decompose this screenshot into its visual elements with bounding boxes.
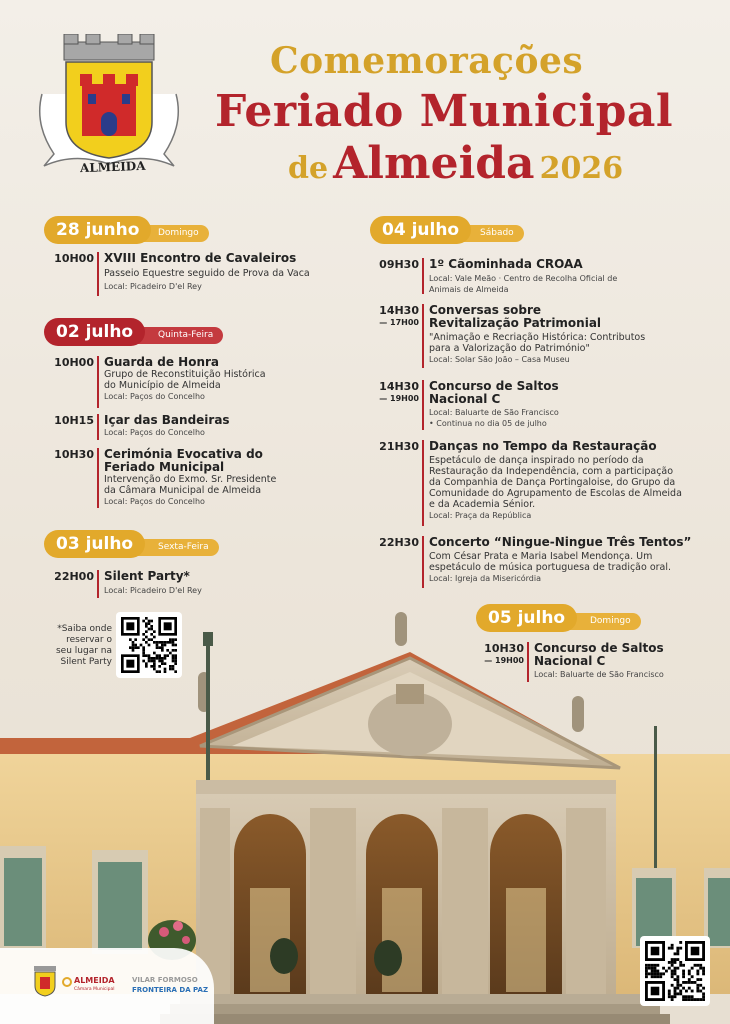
event-title: XVIII Encontro de Cavaleiros bbox=[104, 251, 297, 265]
event-location: Local: Baluarte de São Francisco bbox=[429, 408, 559, 417]
event-title: Revitalização Patrimonial bbox=[429, 316, 602, 330]
event-note: • Continua no dia 05 de julho bbox=[429, 419, 547, 428]
event-time: 10H00 bbox=[54, 252, 94, 265]
event-description: Com César Prata e Maria Isabel Mendonça. Um bbox=[429, 551, 653, 562]
event-description: do Município de Almeida bbox=[104, 380, 221, 391]
event-location: Local: Picadeiro D'el Rey bbox=[104, 586, 202, 595]
event-title: Nacional C bbox=[429, 392, 501, 406]
event-divider bbox=[422, 380, 424, 430]
event-divider bbox=[422, 536, 424, 588]
event-location: Local: Paços do Concelho bbox=[104, 392, 205, 401]
footer-fronteira-paz: FRONTEIRA DA PAZ bbox=[132, 986, 209, 994]
event-description: da Companhia de Dança Portingaloise, do Grupo da bbox=[429, 477, 676, 488]
day-label-02-julho bbox=[44, 318, 224, 346]
event-description: para a Valorização do Património" bbox=[429, 343, 590, 354]
event-divider bbox=[422, 304, 424, 368]
event-location: Local: Paços do Concelho bbox=[104, 497, 205, 506]
event-description: Comunidade do Agrupamento de Escolas de Almeida bbox=[429, 488, 682, 499]
event-time: 14H30 bbox=[379, 304, 419, 317]
event-time: 09H30 bbox=[379, 258, 419, 271]
title-line-3 bbox=[288, 138, 623, 194]
day-date: 05 julho bbox=[476, 604, 577, 632]
event-description: Espetáculo de dança inspirado no período da bbox=[429, 455, 644, 466]
event-description: Intervenção do Exmo. Sr. Presidente bbox=[104, 474, 277, 485]
event-description: Grupo de Reconstituição Histórica bbox=[104, 369, 266, 380]
event-location: Local: Picadeiro D'el Rey bbox=[104, 282, 202, 291]
event-title: Feriado Municipal bbox=[104, 460, 225, 474]
event-time: 10H30 bbox=[484, 642, 524, 655]
title-town: Almeida bbox=[333, 138, 535, 189]
almeida-crest-small-icon bbox=[30, 966, 60, 998]
qr-note-line: reservar o bbox=[66, 635, 112, 645]
day-weekday: Sábado bbox=[456, 225, 524, 242]
footer-logos bbox=[0, 948, 214, 1024]
day-label-03-julho bbox=[44, 530, 224, 558]
event-title: Conversas sobre bbox=[429, 303, 542, 317]
event-description: Restauração da Independência, com a participação bbox=[429, 466, 674, 477]
day-date: 03 julho bbox=[44, 530, 145, 558]
event-description: espetáculo de música portuguesa de tradição oral. bbox=[429, 562, 672, 573]
footer-vilar-formoso: VILAR FORMOSO bbox=[132, 976, 198, 984]
footer-almeida-logo-text: ALMEIDA bbox=[74, 976, 115, 985]
event-time-end: — 19H00 bbox=[484, 656, 524, 665]
day-label-04-julho bbox=[370, 216, 530, 244]
day-date: 04 julho bbox=[370, 216, 471, 244]
event-divider bbox=[97, 448, 99, 508]
event-time: 21H30 bbox=[379, 440, 419, 453]
event-time: 10H00 bbox=[54, 356, 94, 369]
day-weekday: Domingo bbox=[566, 613, 641, 630]
event-time: 14H30 bbox=[379, 380, 419, 393]
event-title: Silent Party* bbox=[104, 569, 190, 583]
event-title: Cerimónia Evocativa do bbox=[104, 447, 263, 461]
day-date: 28 junho bbox=[44, 216, 151, 244]
event-title: Içar das Bandeiras bbox=[104, 413, 230, 427]
event-time: 22H30 bbox=[379, 536, 419, 549]
day-weekday: Sexta-Feira bbox=[134, 539, 219, 556]
qr-note-line: seu lugar na bbox=[55, 646, 112, 656]
event-title: Guarda de Honra bbox=[104, 355, 220, 369]
event-time: 10H15 bbox=[54, 414, 94, 427]
event-title: Concurso de Saltos bbox=[429, 379, 559, 393]
title-line-1: Comemorações bbox=[270, 40, 584, 82]
event-divider bbox=[422, 440, 424, 526]
event-description: e da Academia Sénior. bbox=[429, 499, 536, 510]
event-location: Local: Paços do Concelho bbox=[104, 428, 205, 437]
event-time-end: — 19H00 bbox=[379, 394, 419, 403]
event-title: Danças no Tempo da Restauração bbox=[429, 439, 657, 453]
event-location: Local: Vale Meão · Centro de Recolha Oficial de bbox=[429, 274, 618, 283]
day-weekday: Domingo bbox=[134, 225, 209, 242]
event-divider bbox=[97, 414, 99, 440]
event-description: Passeio Equestre seguido de Prova da Vaca bbox=[104, 268, 310, 279]
event-time: 10H30 bbox=[54, 448, 94, 461]
day-date: 02 julho bbox=[44, 318, 145, 346]
event-time-end: — 17H00 bbox=[379, 318, 419, 327]
footer-qr-code[interactable] bbox=[640, 936, 710, 1006]
event-description: da Câmara Municipal de Almeida bbox=[104, 485, 262, 496]
event-location: Animais de Almeida bbox=[429, 285, 509, 294]
event-location: Local: Solar São João – Casa Museu bbox=[429, 355, 570, 364]
event-divider bbox=[422, 258, 424, 294]
event-description: "Animação e Recriação Histórica: Contributos bbox=[429, 332, 646, 343]
qr-code-icon bbox=[645, 941, 705, 1001]
day-weekday: Quinta-Feira bbox=[134, 327, 223, 344]
event-divider bbox=[97, 570, 99, 598]
event-divider bbox=[97, 252, 99, 296]
event-location: Local: Baluarte de São Francisco bbox=[534, 670, 664, 679]
day-label-28-junho bbox=[44, 216, 214, 244]
event-divider bbox=[97, 356, 99, 408]
qr-note-line: Silent Party bbox=[60, 657, 112, 667]
event-location: Local: Igreja da Misericórdia bbox=[429, 574, 542, 583]
title-year: 2026 bbox=[539, 151, 624, 186]
event-time: 22H00 bbox=[54, 570, 94, 583]
title-line-2: Feriado Municipal bbox=[215, 86, 674, 137]
almeida-brand-icon bbox=[62, 976, 72, 988]
qr-note-line: *Saiba onde bbox=[57, 624, 112, 634]
title-prefix: de bbox=[288, 151, 329, 186]
event-title: Concurso de Saltos bbox=[534, 641, 664, 655]
event-title: Concerto “Ningue-Ningue Três Tentos” bbox=[429, 535, 692, 549]
crest-label: ALMEIDA bbox=[79, 158, 146, 176]
event-title: Nacional C bbox=[534, 654, 606, 668]
event-title: 1º Cãominhada CROAA bbox=[429, 257, 583, 271]
event-location: Local: Praça da República bbox=[429, 511, 532, 520]
footer-almeida-subtitle: Câmara Municipal bbox=[74, 987, 115, 992]
